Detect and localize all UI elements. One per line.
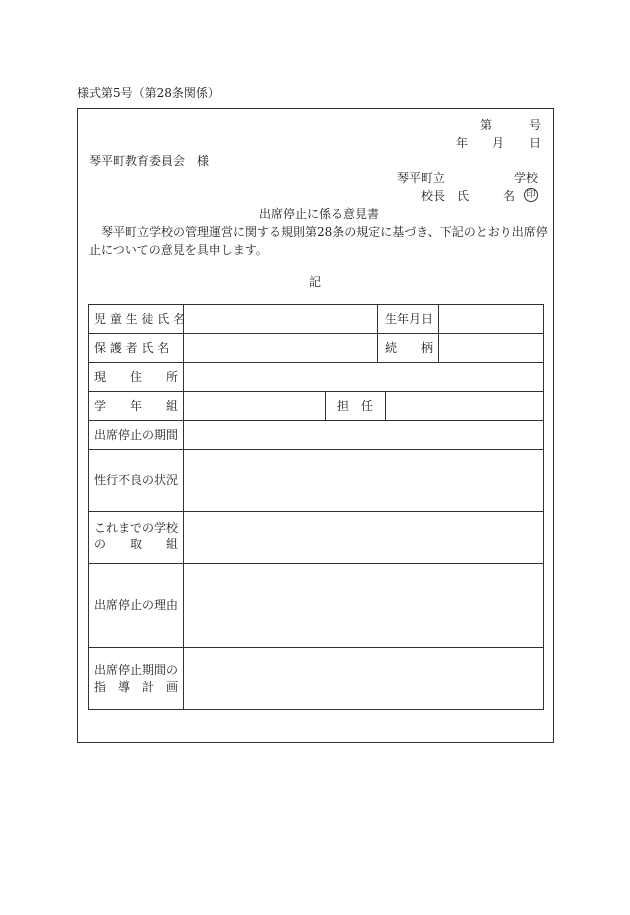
addressee: 琴平町教育委員会 様 <box>89 154 210 168</box>
row-line <box>88 511 544 512</box>
row-line <box>88 449 544 450</box>
label-address: 現 住 所 <box>94 370 179 384</box>
form-id: 様式第5号（第28条関係） <box>77 86 220 100</box>
label-grade-class: 学 年 組 <box>94 399 179 413</box>
body-line-1-text: 琴平町立学校の管理運営に関する規則第28条の規定に基づき、下記のとおり出席停 <box>101 225 548 239</box>
body-line-1 <box>89 225 548 239</box>
column-line <box>183 304 184 710</box>
column-line <box>438 304 439 362</box>
number-prefix: 第 <box>480 118 493 132</box>
body-line-2: 止についての意見を具申します。 <box>89 243 268 257</box>
school-prefix: 琴平町立 <box>397 171 446 185</box>
date-day: 日 <box>529 136 542 150</box>
record-table <box>88 304 544 710</box>
label-guardian-name: 保 護 者 氏 名 <box>94 341 170 355</box>
label-guidance-1: 出席停止期間の <box>94 663 179 677</box>
row-line <box>88 391 544 392</box>
document-title: 出席停止に係る意見書 <box>259 207 380 221</box>
label-reason: 出席停止の理由 <box>94 598 179 612</box>
school-suffix: 学校 <box>514 171 539 185</box>
label-teacher: 担 任 <box>337 399 374 413</box>
row-line <box>88 563 544 564</box>
label-efforts-2: の 取 組 <box>94 537 179 551</box>
ki-mark: 記 <box>309 275 322 289</box>
label-student-name: 児 童 生 徒 氏 名 <box>94 312 186 326</box>
row-line <box>88 420 544 421</box>
label-relation: 続 柄 <box>385 341 434 355</box>
number-suffix: 号 <box>529 118 542 132</box>
date-year: 年 <box>456 136 469 150</box>
label-guidance-2: 指 導 計 画 <box>94 680 179 694</box>
column-line <box>325 391 326 420</box>
label-behavior: 性行不良の状況 <box>94 473 179 487</box>
label-period: 出席停止の期間 <box>94 428 179 442</box>
name-label: 名 <box>503 189 516 203</box>
column-line <box>385 391 386 420</box>
column-line <box>377 304 378 362</box>
row-line <box>88 362 544 363</box>
row-line <box>88 333 544 334</box>
date-month: 月 <box>492 136 505 150</box>
principal-label: 校長 氏 <box>421 189 470 203</box>
row-line <box>88 647 544 648</box>
label-birth-date: 生年月日 <box>385 312 434 326</box>
seal-mark: 印 <box>524 188 538 202</box>
label-efforts-1: これまでの学校 <box>94 521 179 535</box>
